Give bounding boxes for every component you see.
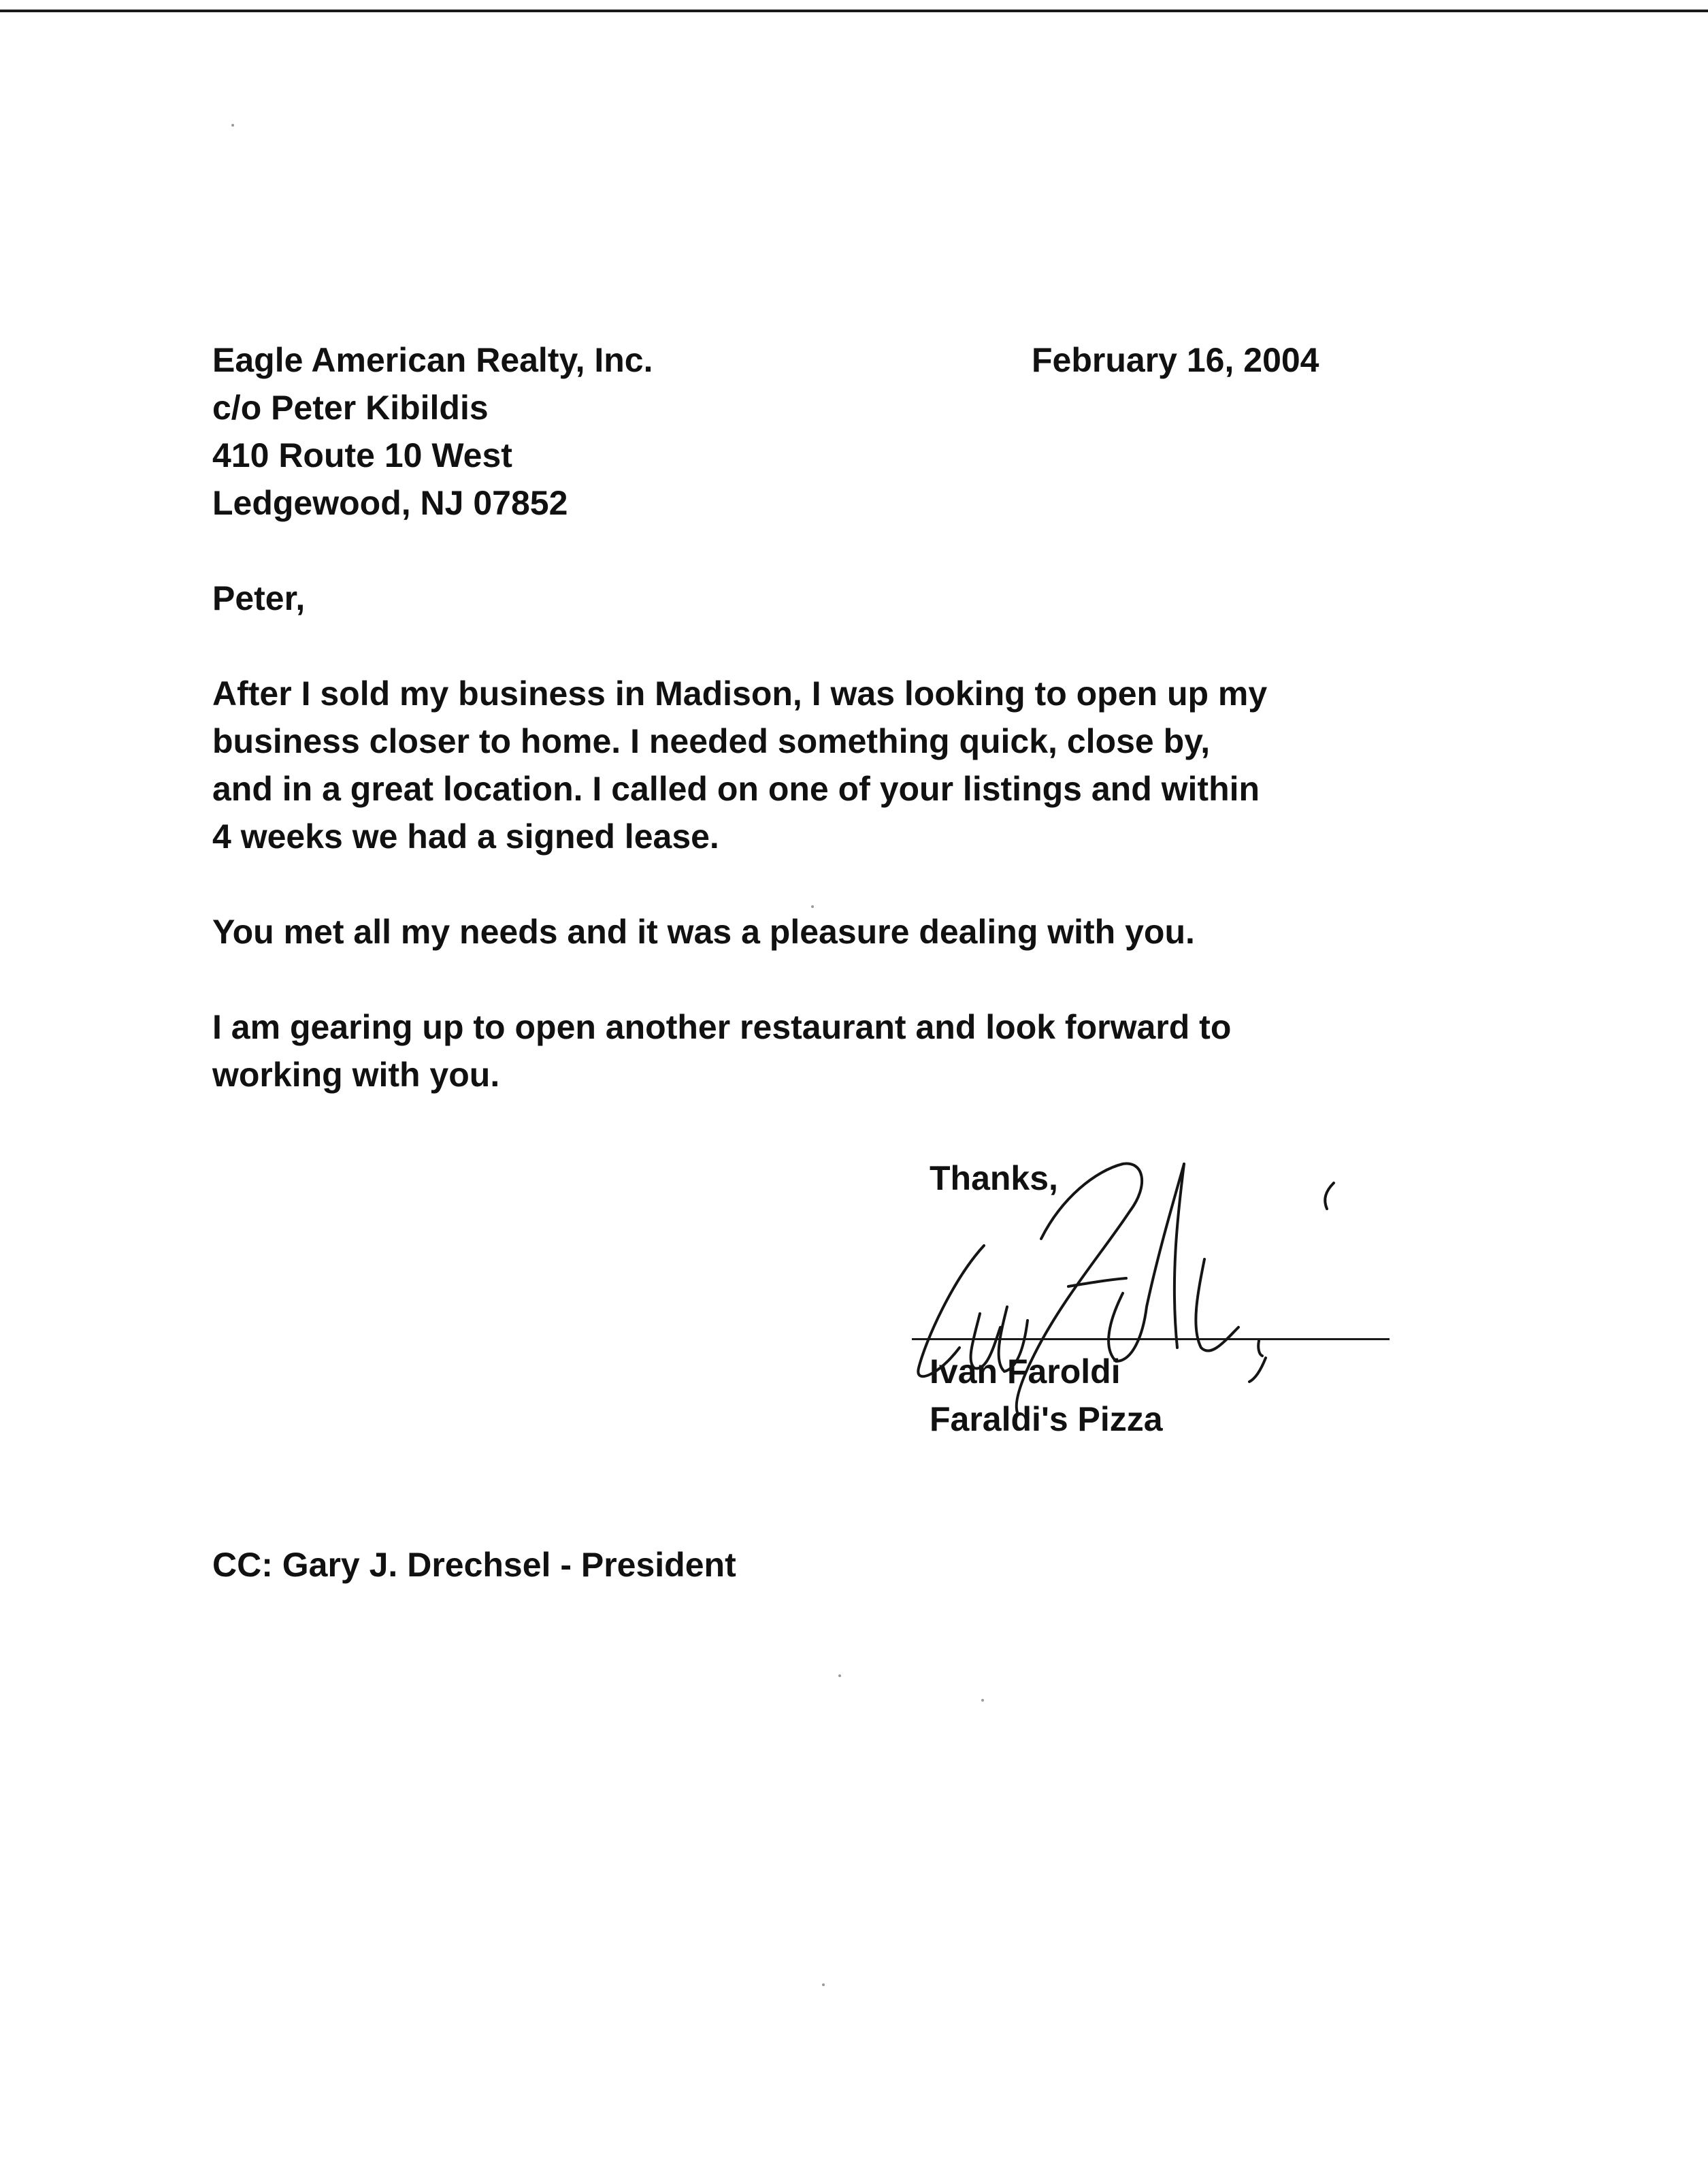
salutation: Peter, — [212, 579, 306, 617]
signer-name: Ivan Faroldi — [930, 1352, 1121, 1391]
scan-speck — [822, 1983, 825, 1986]
body-paragraph-1-line: After I sold my business in Madison, I was looking to open up my — [212, 675, 1268, 713]
complimentary-close: Thanks, — [930, 1159, 1058, 1197]
cc-line: CC: Gary J. Drechsel - President — [212, 1546, 736, 1584]
recipient-city-state-zip: Ledgewood, NJ 07852 — [212, 484, 568, 522]
scan-speck — [231, 124, 234, 127]
body-paragraph-1-line: business closer to home. I needed something quick, close by, — [212, 722, 1211, 760]
body-paragraph-2-line: You met all my needs and it was a pleasure dealing with you. — [212, 913, 1195, 951]
letter — [212, 0, 1505, 2159]
recipient-company: Eagle American Realty, Inc. — [212, 341, 653, 379]
body-paragraph-1-line: and in a great location. I called on one of your listings and within — [212, 770, 1260, 808]
letter-date: February 16, 2004 — [1032, 341, 1319, 379]
body-paragraph-1 — [212, 670, 1451, 860]
body-paragraph-2 — [212, 908, 1451, 956]
body-paragraph-3-line: working with you. — [212, 1056, 500, 1094]
scan-speck — [981, 1699, 984, 1702]
body-paragraph-1-line: 4 weeks we had a signed lease. — [212, 817, 719, 856]
recipient-street: 410 Route 10 West — [212, 436, 512, 474]
signer-business: Faraldi's Pizza — [930, 1400, 1163, 1438]
body-paragraph-3 — [212, 1003, 1451, 1099]
recipient-attention: c/o Peter Kibildis — [212, 389, 489, 427]
body-paragraph-3-line: I am gearing up to open another restaurant and look forward to — [212, 1008, 1232, 1046]
scan-speck — [811, 905, 814, 908]
handwritten-signature — [898, 1143, 1415, 1429]
scan-speck — [838, 1674, 841, 1677]
